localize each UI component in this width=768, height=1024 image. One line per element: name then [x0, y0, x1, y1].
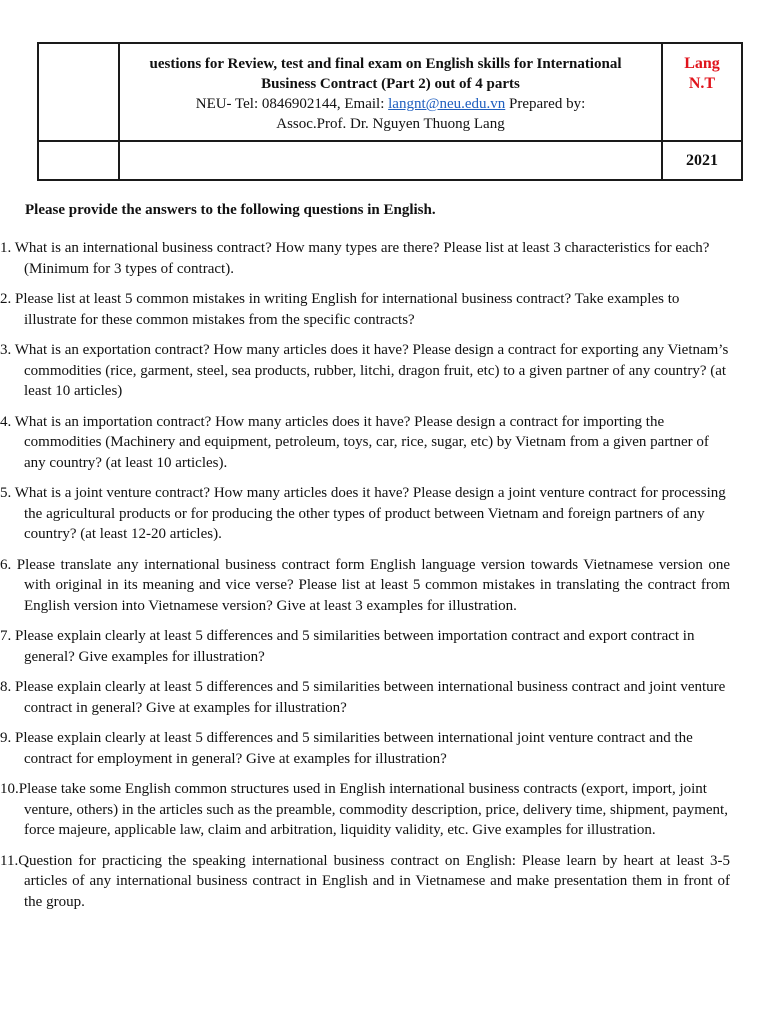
instruction: Please provide the answers to the following questions in English. — [25, 202, 436, 218]
author-short-initials: N.T — [688, 75, 716, 92]
header-empty-cell — [38, 43, 119, 141]
question-3: 3. What is an exportation contract? How many articles does it have? Please design a contract for exporting any Vietnam’s commodities (rice, garment, steel, sea products, rubber, litchi, dragon fruit, etc) to a given partner of any country? (at least 10 articles) — [0, 342, 729, 399]
question-6: 6. Please translate any international business contract form English language version towards Vietnamese version one with original in its meaning and vice verse? Please list at least 5 common mistakes in translating the contract from English version into Vietnamese version? Give at least 3 examples for illustration. — [0, 556, 730, 614]
header-table — [37, 42, 743, 181]
author-cell — [662, 43, 742, 141]
question-8: 8. Please explain clearly at least 5 differences and 5 similarities between international business contract and joint venture contract in general? Give at examples for illustration? — [0, 679, 726, 716]
question-7: 7. Please explain clearly at least 5 differences and 5 similarities between importation contract and export contract in general? Give examples for illustration? — [0, 628, 695, 665]
question-4: 4. What is an importation contract? How many articles does it have? Please design a contract for importing the commodities (Machinery and equipment, petroleum, toys, car, rice, sugar, etc) by Vietnam from a given partner of any country? (at least 10 articles). — [0, 413, 709, 471]
contact-prefix: NEU- Tel: 0846902144, Email: — [195, 96, 389, 112]
document-title-line2: Business Contract (Part 2) out of 4 parts — [261, 76, 520, 92]
question-5: 5. What is a joint venture contract? How many articles does it have? Please design a joint venture contract for processing the agricultural products or for producing the other types of product between Vietnam and foreign partners of any country? (at least 12-20 articles). — [0, 485, 726, 542]
document-title-line1: uestions for Review, test and final exam on English skills for International — [149, 56, 622, 72]
question-list — [0, 238, 730, 922]
author-short-name: Lang — [684, 55, 720, 72]
contact-line — [120, 94, 661, 114]
question-11: 11.Question for practicing the speaking international business contract on English: Please learn by heart at least 3-5 articles of any international business contract in English and in Vietnamese and make presentation them in front of the group. — [0, 852, 730, 910]
email-link[interactable]: langnt@neu.edu.vn — [388, 96, 506, 112]
question-2: 2. Please list at least 5 common mistakes in writing English for international business contract? Take examples to illustrate for these common mistakes from the specific contracts? — [0, 291, 680, 328]
question-9: 9. Please explain clearly at least 5 differences and 5 similarities between international joint venture contract and the contract for employment in general? Give at examples for illustration? — [0, 730, 693, 767]
footer-empty-cell-left — [38, 141, 119, 180]
year-cell — [662, 141, 742, 180]
question-10: 10.Please take some English common structures used in English international business contracts (export, import, joint venture, others) in the articles such as the preamble, commodity description, price, delivery time, shipment, payment, force majeure, applicable law, claim and arbitration, liquidity validity, etc. Give examples for illustration. — [0, 781, 728, 838]
year: 2021 — [686, 152, 718, 169]
header-title-cell — [119, 43, 662, 141]
author-line: Assoc.Prof. Dr. Nguyen Thuong Lang — [276, 116, 505, 132]
question-1: 1. What is an international business contract? How many types are there? Please list at least 3 characteristics for each? (Minimum for 3 types of contract). — [0, 240, 710, 277]
contact-suffix: Prepared by: — [505, 96, 586, 112]
footer-empty-cell-mid — [119, 141, 662, 180]
